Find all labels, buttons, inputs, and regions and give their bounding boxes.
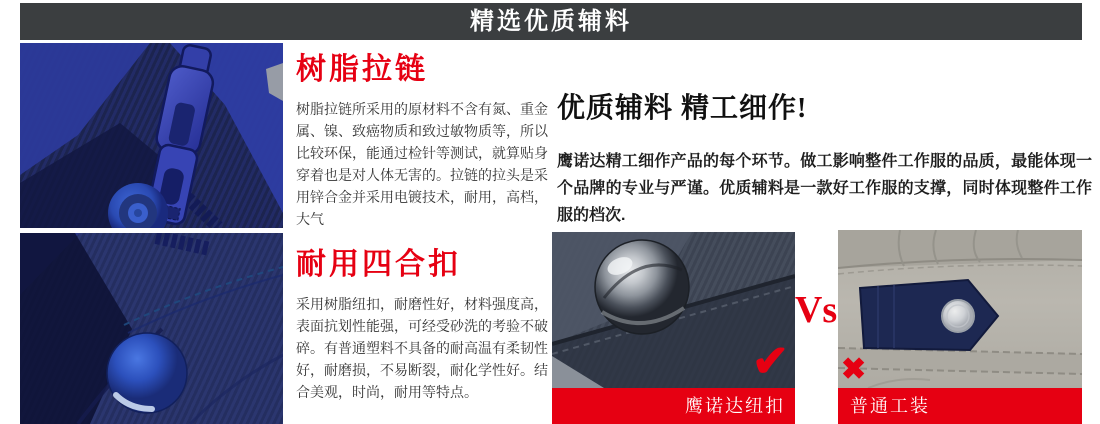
generic-workwear-photo: [838, 230, 1082, 388]
blue-snap-button: [107, 333, 187, 413]
generic-workwear-photo-illustration: [838, 230, 1082, 388]
generic-workwear-label: 普通工装: [850, 396, 930, 416]
brand-button-label: 鹰诺达纽扣: [685, 396, 785, 416]
feature-zipper-body: 树脂拉链所采用的原材料不含有氮、重金属、镍、致癌物质和致过敏物质等，所以比较环保，能通过检针等测试，就算贴身穿着也是对人体无害的。拉链的拉头是采用锌合金并采用电镀技术，耐用，高档，大气: [296, 101, 548, 227]
blue-button-photo-illustration: [20, 233, 283, 424]
vs-label: Vs: [794, 289, 838, 331]
section-title-banner: [20, 3, 1082, 40]
section-title: 精选优质辅料: [470, 8, 632, 35]
feature-zipper-heading: 树脂拉链: [296, 53, 428, 86]
generic-workwear-label-bar: [838, 388, 1082, 424]
blue-button-photo: [20, 233, 283, 424]
quality-body: 鹰诺达精工细作产品的每个环节。做工影响整件工作服的品质，最能体现一个品牌的专业与严谨。优质辅料是一款好工作服的支撑，同时体现整件工作服的档次.: [557, 153, 1092, 224]
feature-button: [296, 239, 548, 403]
check-icon: ✔: [752, 337, 789, 386]
zipper-photo: [20, 43, 283, 228]
brand-button-label-bar: [552, 388, 795, 424]
cross-icon: ✖: [841, 353, 867, 386]
feature-zipper: [296, 44, 548, 230]
quality-block: [557, 86, 1092, 229]
quality-heading: 优质辅料 精工细作!: [557, 93, 808, 124]
feature-button-heading: 耐用四合扣: [296, 248, 461, 281]
metal-snap-button: [595, 240, 689, 334]
feature-button-body: 采用树脂纽扣，耐磨性好，材料强度高，表面抗划性能强，可经受砂洗的考验不破碎。有普通塑料不具备的耐高温有柔韧性好，耐磨损，不易断裂，耐化学性好。结合美观，时尚，耐用等特点。: [296, 296, 548, 400]
navy-tab: [860, 280, 998, 350]
zipper-photo-illustration: [20, 43, 283, 228]
